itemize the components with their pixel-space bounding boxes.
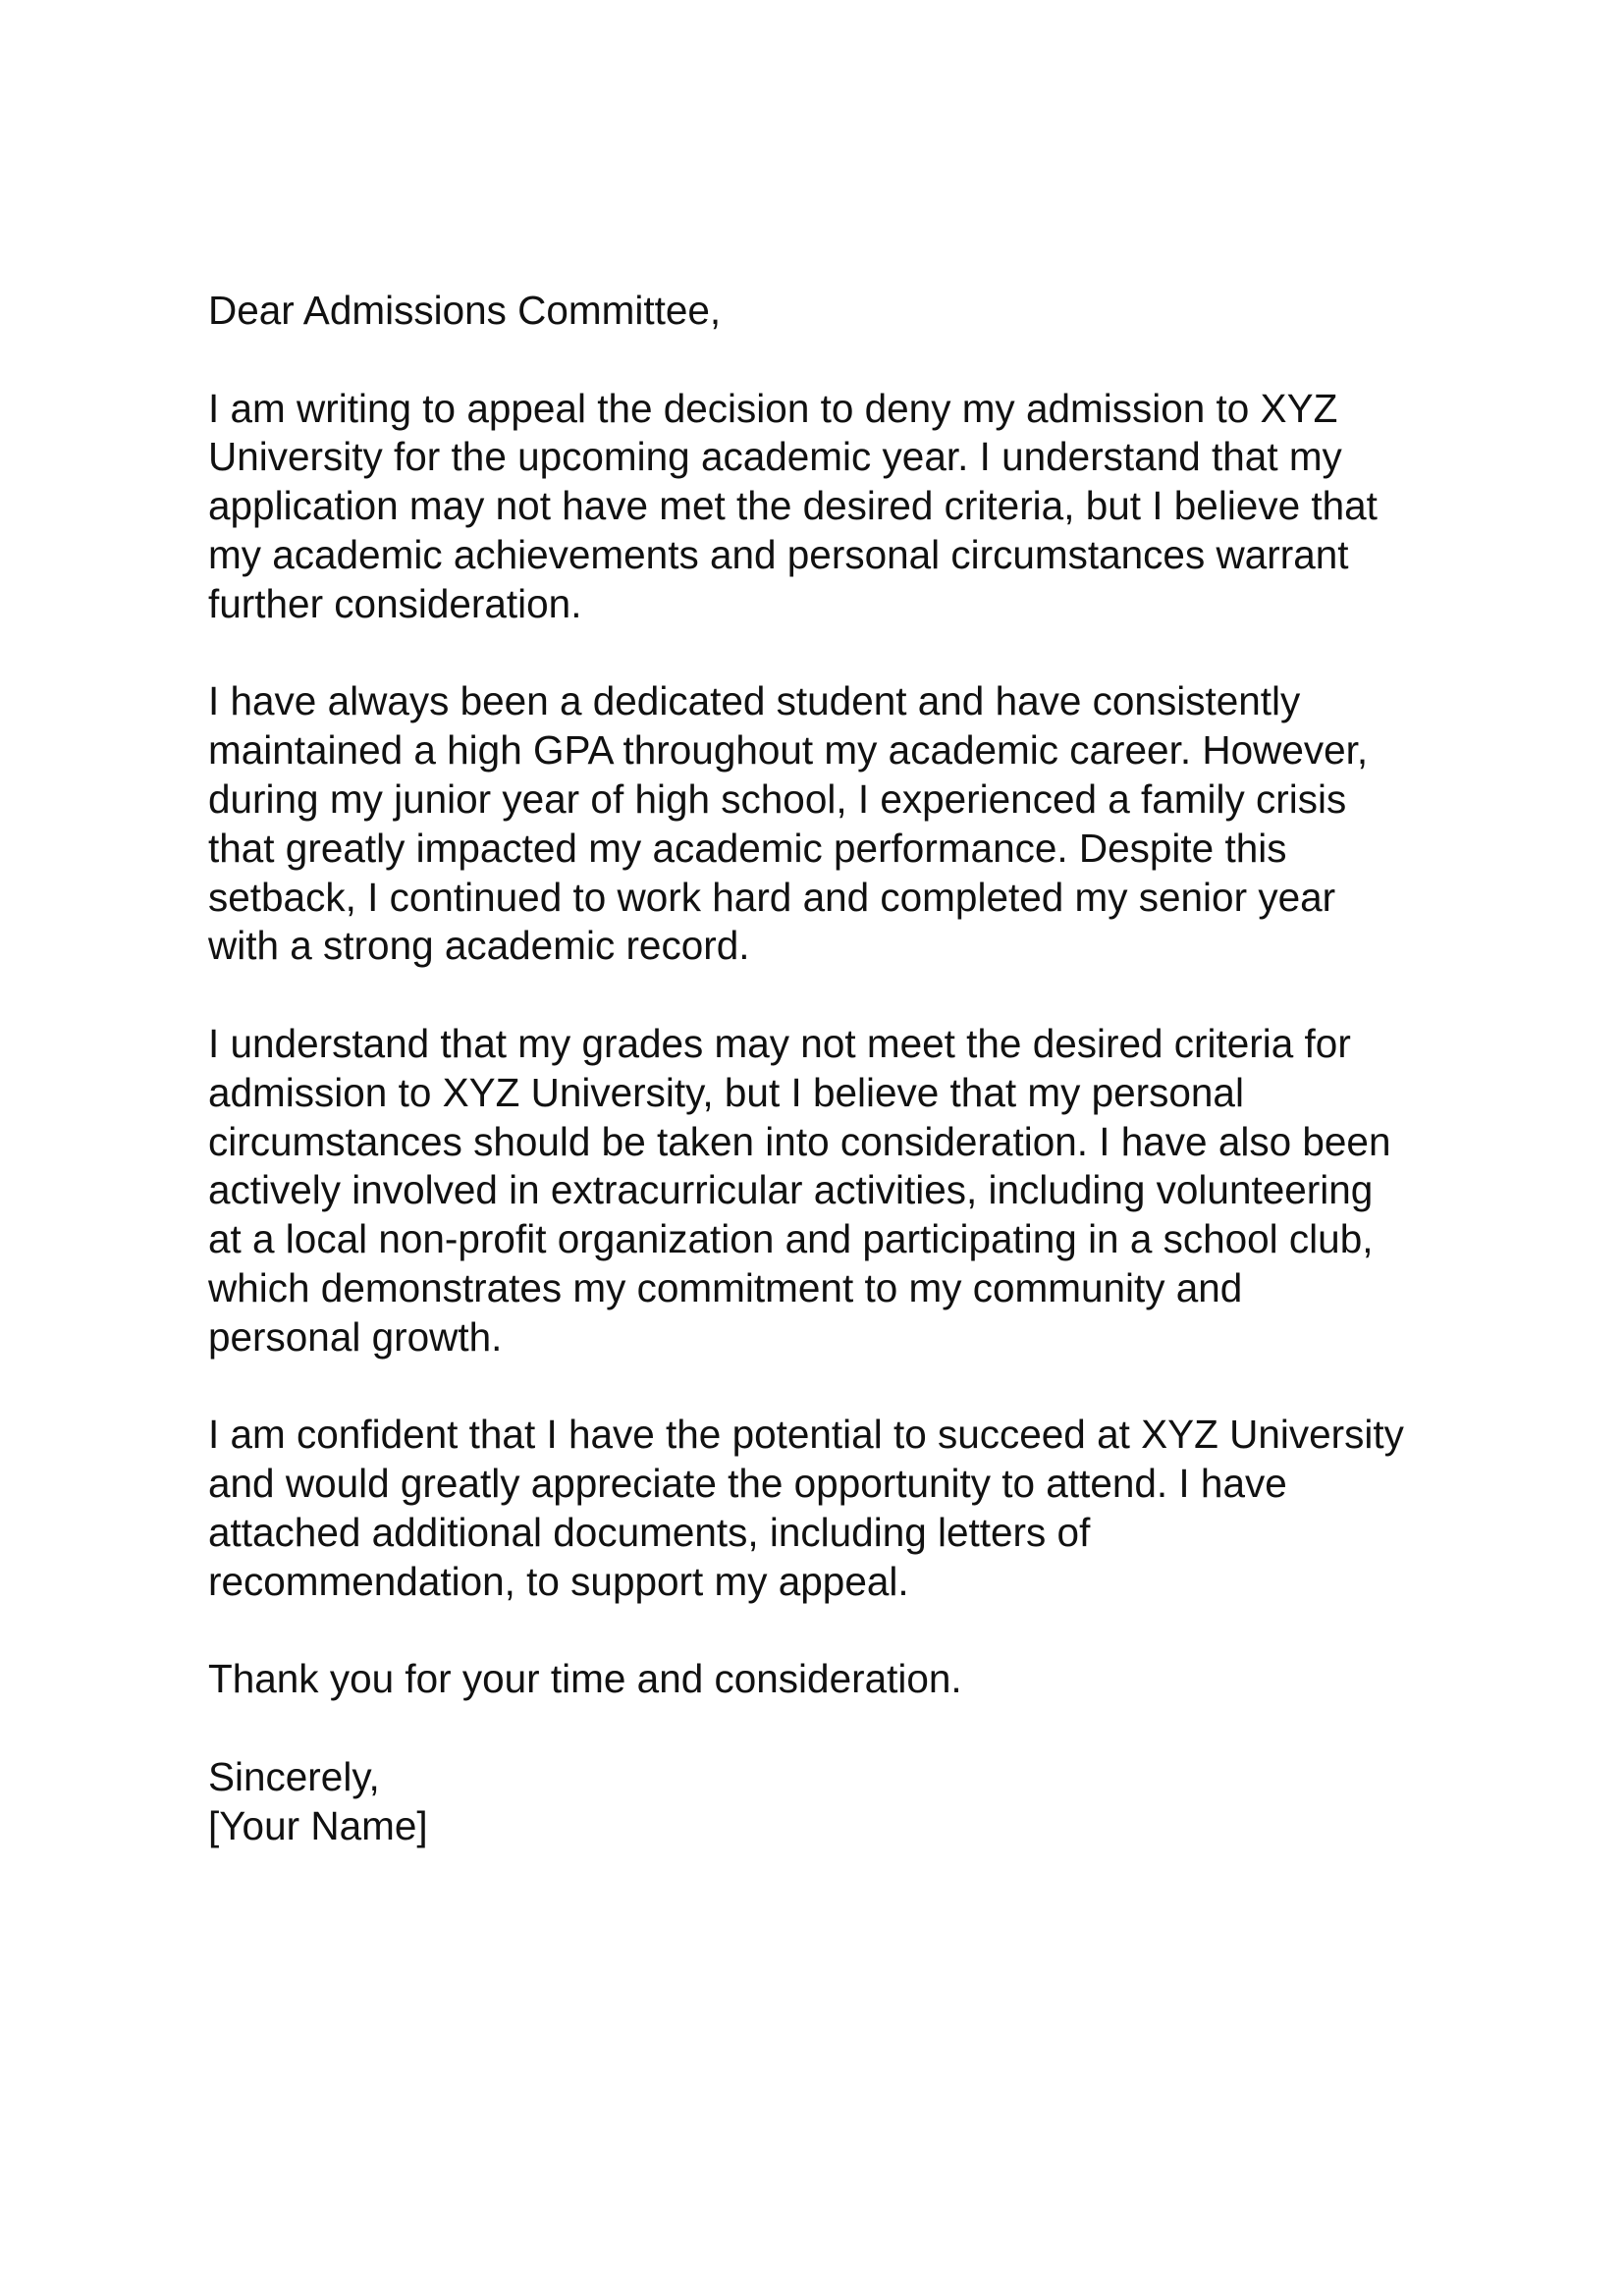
paragraph-line: setback, I continued to work hard and completed my senior year [208, 874, 1336, 920]
letter-body [208, 287, 1524, 1851]
signature: [Your Name] [208, 1802, 428, 1848]
paragraph-line: actively involved in extracurricular activities, including volunteering [208, 1167, 1374, 1213]
paragraph-gap [208, 1704, 1524, 1753]
paragraph-line: University for the upcoming academic year. I understand that my [208, 434, 1342, 480]
paragraph-gap [208, 971, 1524, 1020]
paragraph-gap [208, 1362, 1524, 1412]
paragraph-line: at a local non-profit organization and participating in a school club, [208, 1216, 1374, 1262]
closing: Sincerely, [208, 1753, 380, 1799]
paragraph-line: attached additional documents, including letters of [208, 1509, 1091, 1555]
paragraph-line: maintained a high GPA throughout my academic career. However, [208, 727, 1369, 774]
paragraph-line: I understand that my grades may not meet the desired criteria for [208, 1020, 1351, 1066]
paragraph-line: personal growth. [208, 1313, 503, 1360]
paragraph-2 [208, 677, 1524, 971]
paragraph-line: recommendation, to support my appeal. [208, 1558, 909, 1604]
paragraph-line: during my junior year of high school, I experienced a family crisis [208, 775, 1347, 822]
paragraph-line: admission to XYZ University, but I believe that my personal [208, 1069, 1244, 1115]
paragraph-gap [208, 629, 1524, 678]
paragraph-line: I am confident that I have the potential to succeed at XYZ University [208, 1412, 1404, 1458]
paragraph-gap [208, 1607, 1524, 1656]
paragraph-line: Thank you for your time and consideration. [208, 1656, 962, 1702]
paragraph-line: that greatly impacted my academic performance. Despite this [208, 825, 1287, 871]
paragraph-line: application may not have met the desired criteria, but I believe that [208, 483, 1378, 529]
paragraph-3 [208, 1020, 1524, 1362]
paragraph-line: I am writing to appeal the decision to deny my admission to XYZ [208, 385, 1338, 431]
paragraph-5 [208, 1655, 1524, 1704]
paragraph-line: further consideration. [208, 580, 582, 626]
paragraph-4 [208, 1411, 1524, 1606]
paragraph-line: with a strong academic record. [208, 923, 750, 969]
paragraph-gap [208, 336, 1524, 385]
paragraph-1 [208, 385, 1524, 629]
paragraph-line: and would greatly appreciate the opportunity to attend. I have [208, 1461, 1287, 1507]
paragraph-line: circumstances should be taken into consideration. I have also been [208, 1118, 1391, 1164]
paragraph-line: I have always been a dedicated student and have consistently [208, 678, 1301, 724]
paragraph-line: which demonstrates my commitment to my community and [208, 1264, 1243, 1310]
salutation: Dear Admissions Committee, [208, 288, 722, 333]
paragraph-line: my academic achievements and personal circumstances warrant [208, 531, 1349, 577]
